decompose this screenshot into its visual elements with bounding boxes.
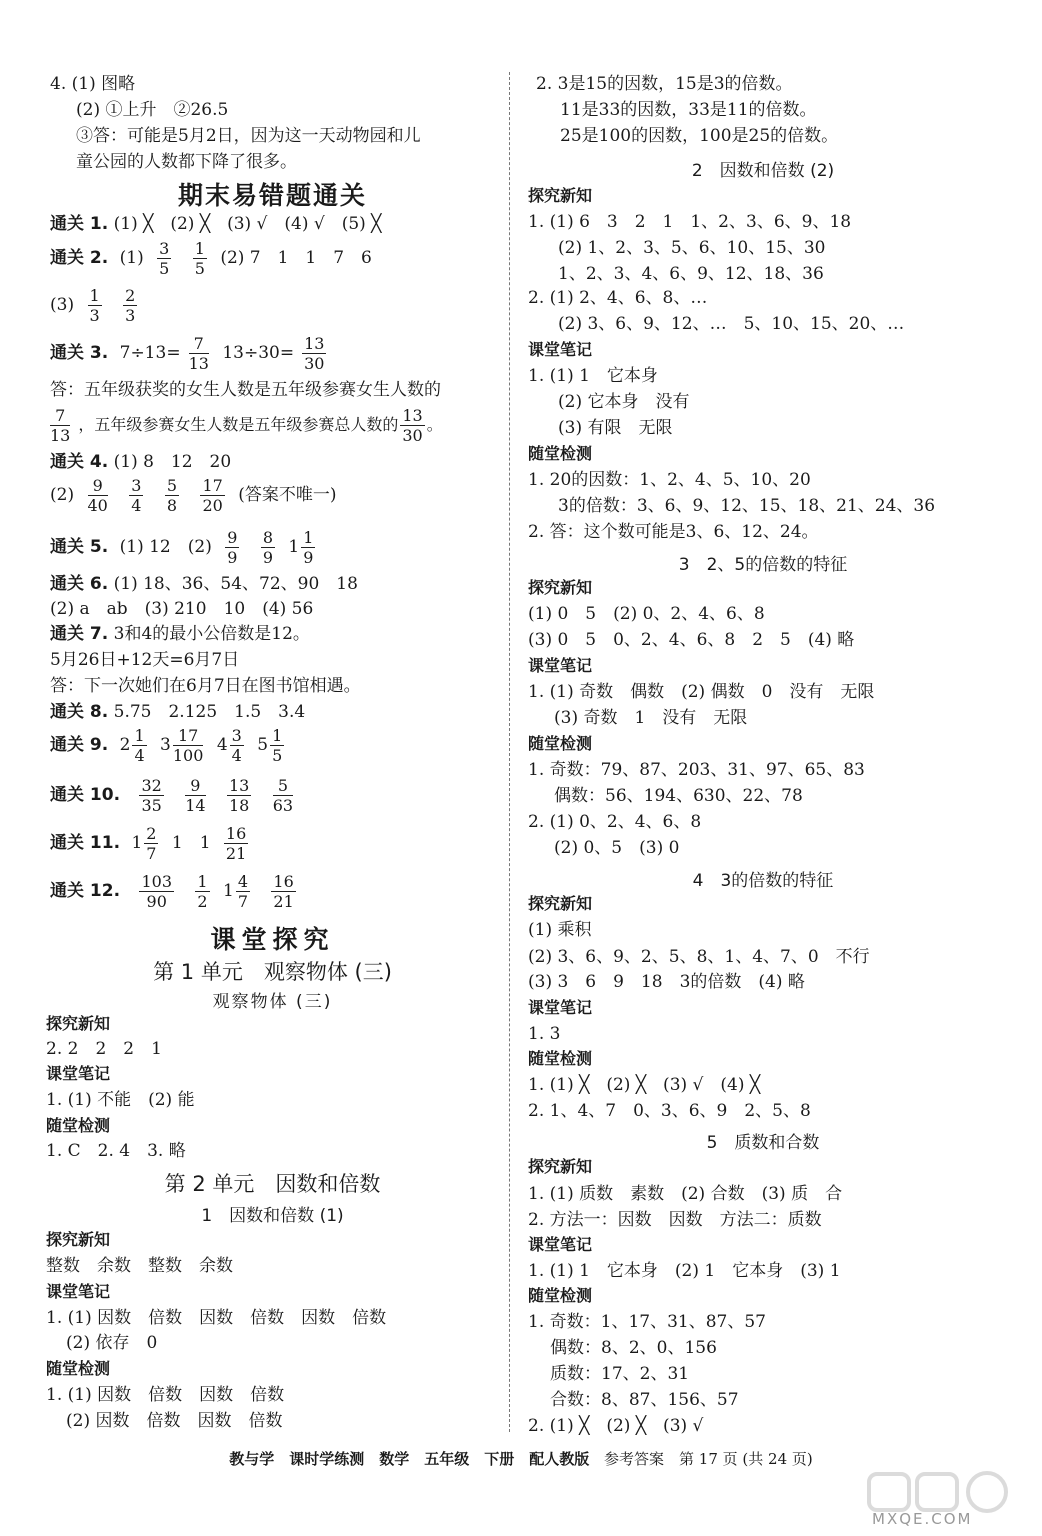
tongguan-3-answer-2-mid: ，五年级参赛女生人数是五年级参赛总人数的 [78,415,399,434]
tongguan-2-pre: (1) [119,248,144,268]
s3-line-8: (2) 0、5 (3) 0 [554,838,680,858]
tongguan-3-answer-2-post: 。 [426,415,443,434]
tongguan-12: 通关 12. $\frac{103}{90}$ $\frac{1}{2}$ 1 $\frac{4}{7}$ $\frac{16}{21}$ [50,872,294,911]
tongguan-4-text: (1) 8 12 20 [113,452,232,472]
fraction: $\frac{17}{100}$ [172,726,204,765]
fraction: $\frac{103}{90}$ [141,872,172,911]
s4-heading-notes: 课堂笔记 [528,998,593,1017]
fraction: $\frac{2}{7}$ [146,824,157,863]
tongguan-5-label: 通关 5. [50,537,109,557]
fraction: $\frac{16}{21}$ [273,872,294,911]
footer-page-number: 参考答案 第 17 页 (共 24 页) [604,1450,813,1468]
s5-heading-test: 随堂检测 [528,1286,593,1305]
u2-line-1: 整数 余数 整数 余数 [46,1256,233,1276]
section-4-title: 4 3的倍数的特征 [692,871,834,891]
tongguan-4-label: 通关 4. [50,452,109,472]
s5-line-1: 1. (1) 质数 素数 (2) 合数 (3) 质 合 [528,1184,843,1204]
s3-line-7: 2. (1) 0、2、4、6、8 [528,812,702,832]
tongguan-6b: (2) a ab (3) 210 10 (4) 56 [50,599,314,619]
tongguan-5 [50,526,323,568]
fraction: $\frac{3}{4}$ [231,726,242,765]
tongguan-5-whole: 1 [288,537,300,557]
s5-line-4: 1. 奇数：1、17、31、87、57 [528,1312,766,1332]
s5-heading-notes: 课堂笔记 [528,1235,593,1254]
s5-line-3: 1. (1) 1 它本身 (2) 1 它本身 (3) 1 [528,1261,841,1281]
unit-2-subtitle: 1 因数和倍数 (1) [201,1206,344,1226]
fraction: $\frac{1}{5}$ [272,726,283,765]
s5-line-8: 2. (1) ╳ (2) ╳ (3) √ [528,1416,704,1436]
r-line-1: 2. 3是15的因数，15是3的倍数。 [536,74,793,94]
s4-line-4: 1. 3 [528,1024,561,1044]
u2-heading-explore: 探究新知 [46,1230,111,1249]
s3-heading-test: 随堂检测 [528,734,593,753]
r-line-3: 25是100的因数，100是25的倍数。 [560,126,839,146]
fraction: $\frac{8}{9}$ [262,528,274,567]
r-line-2: 11是33的因数，33是11的倍数。 [560,100,817,120]
q4-line-3a: ③答：可能是5月2日，因为这一天动物园和儿 [76,126,421,146]
unit-1-title: 第 1 单元 观察物体 (三) [153,960,392,984]
u1-line-3: 1. C 2. 4 3. 略 [46,1141,186,1161]
fraction: $\frac{1}{5}$ [194,239,205,278]
tongguan-2-label: 通关 2. [50,248,109,268]
fraction: $\frac{3}{4}$ [131,476,142,515]
tongguan-4 [50,450,231,474]
s2-line-5: (2) 3、6、9、12、… 5、10、15、20、… [558,314,905,334]
s2-line-9: 1. 20的因数：1、2、4、5、10、20 [528,470,811,490]
fraction: $\frac{32}{35}$ [141,776,162,815]
u2-heading-test: 随堂检测 [46,1359,111,1378]
s5-line-5: 偶数：8、2、0、156 [550,1338,717,1358]
u2-heading-notes: 课堂笔记 [46,1282,111,1301]
fraction: $\frac{1}{3}$ [89,286,100,325]
fraction: $\frac{7}{13}$ [188,334,209,373]
section-title-classroom: 课堂探究 [210,925,335,954]
fraction: $\frac{2}{3}$ [125,286,136,325]
s4-line-5: 1. (1) ╳ (2) ╳ (3) √ (4) ╳ [528,1075,761,1095]
s3-line-2: (3) 0 5 0、2、4、6、8 2 5 (4) 略 [528,630,855,650]
tongguan-4b-post: (答案不唯一) [238,485,337,505]
fraction: $\frac{16}{21}$ [225,824,247,863]
tongguan-11-mid: 1 1 [171,833,211,853]
s5-line-7: 合数：8、87、156、57 [550,1390,739,1410]
tongguan-8 [50,700,305,724]
u2-line-5: (2) 因数 倍数 因数 倍数 [66,1411,283,1431]
tongguan-8-label: 通关 8. [50,702,109,722]
s5-line-2: 2. 方法一：因数 因数 方法二：质数 [528,1210,822,1230]
tongguan-8-text: 5.75 2.125 1.5 3.4 [113,702,306,722]
page-footer [0,1448,1042,1469]
s2-heading-notes: 课堂笔记 [528,340,593,359]
tongguan-3-mid: 13÷30= [222,343,295,363]
tongguan-11-label: 通关 11. [50,833,121,853]
s3-line-3: 1. (1) 奇数 偶数 (2) 偶数 0 没有 无限 [528,682,875,702]
tongguan-3-pre: 7÷13= [119,343,181,363]
u2-line-4: 1. (1) 因数 倍数 因数 倍数 [46,1385,285,1405]
tongguan-3 [50,332,334,374]
s2-heading-explore: 探究新知 [528,186,593,205]
section-2-title: 2 因数和倍数 (2) [691,161,835,181]
s2-line-3: 1、2、3、4、6、9、12、18、36 [558,264,824,284]
fraction: $\frac{5}{63}$ [272,776,294,815]
u1-line-2: 1. (1) 不能 (2) 能 [46,1090,195,1110]
unit-2-title: 第 2 单元 因数和倍数 [164,1172,381,1196]
fraction: $\frac{7}{13}$ [50,406,71,445]
q4-line-3b: 童公园的人数都下降了很多。 [76,152,297,172]
s2-line-7: (2) 它本身 没有 [558,392,690,412]
tongguan-3-answer-1: 答：五年级获奖的女生人数是五年级参赛女生人数的 [50,380,441,400]
q4-line-1: 4. (1) 图略 [50,74,136,94]
s4-line-1: (1) 乘积 [528,920,592,940]
u1-heading-explore: 探究新知 [46,1014,111,1033]
fraction: $\frac{1}{4}$ [134,726,145,765]
tongguan-6-text: (1) 18、36、54、72、90 18 [113,574,358,594]
watermark-text: MXQE.COM [872,1510,973,1528]
tongguan-7b: 5月26日+12天=6月7日 [50,650,240,670]
s3-line-4: (3) 奇数 1 没有 无限 [554,708,748,728]
tongguan-2 [50,237,372,279]
s2-line-1: 1. (1) 6 3 2 1 1、2、3、6、9、18 [528,212,852,232]
s2-line-2: (2) 1、2、3、5、6、10、15、30 [558,238,826,258]
footer-book-title: 教与学 课时学练测 数学 五年级 下册 配人教版 [229,1450,590,1468]
fraction: $\frac{3}{5}$ [159,239,170,278]
s2-line-8: (3) 有限 无限 [558,418,673,438]
q4-line-2: (2) ①上升 ②26.5 [76,100,229,120]
s4-heading-explore: 探究新知 [528,894,593,913]
s2-line-11: 2. 答：这个数可能是3、6、12、24。 [528,522,819,542]
fraction: $\frac{1}{9}$ [303,528,314,567]
unit-1-subtitle: 观察物体 (三) [212,992,333,1012]
tongguan-7-text: 3和4的最小公倍数是12。 [113,624,310,644]
s3-line-6: 偶数：56、194、630、22、78 [554,786,803,806]
section-5-title: 5 质数和合数 [706,1133,820,1153]
tongguan-2b [50,284,145,326]
s5-line-6: 质数：17、2、31 [550,1364,690,1384]
tongguan-6 [50,572,358,596]
u2-line-2: 1. (1) 因数 倍数 因数 倍数 因数 倍数 [46,1308,387,1328]
fraction: $\frac{13}{30}$ [304,334,325,373]
u1-heading-notes: 课堂笔记 [46,1064,111,1083]
tongguan-7-label: 通关 7. [50,624,109,644]
fraction: $\frac{9}{9}$ [227,528,238,567]
tongguan-7c: 答：下一次她们在6月7日在图书馆相遇。 [50,676,361,696]
tongguan-4b [50,474,336,516]
u1-line-1: 2. 2 2 2 1 [46,1039,162,1059]
s2-heading-test: 随堂检测 [528,444,593,463]
fraction: $\frac{13}{30}$ [402,406,423,445]
s3-line-1: (1) 0 5 (2) 0、2、4、6、8 [528,604,765,624]
tongguan-9: 通关 9. 2 $\frac{1}{4}$ 3 $\frac{17}{100}$ 4 $\frac{3}{4}$ 5 $\frac{1}{5}$ [50,726,283,765]
s4-line-3: (3) 3 6 9 18 3的倍数 (4) 略 [528,972,805,992]
tongguan-11: 通关 11. 1 $\frac{2}{7}$ 1 1 $\frac{16}{21}$ [50,824,247,863]
tongguan-1-label: 通关 1. [50,214,109,234]
u2-line-3: (2) 依存 0 [66,1333,158,1353]
s2-line-6: 1. (1) 1 它本身 [528,366,658,386]
u1-heading-test: 随堂检测 [46,1116,111,1135]
tongguan-2b-pre: (3) [50,295,75,315]
tongguan-12-label: 通关 12. [50,881,121,901]
tongguan-10-label: 通关 10. [50,785,121,805]
s3-heading-explore: 探究新知 [528,578,593,597]
tongguan-2-post: (2) 7 1 1 7 6 [220,248,372,268]
tongguan-3-label: 通关 3. [50,343,109,363]
s3-line-5: 1. 奇数：79、87、203、31、97、65、83 [528,760,865,780]
tongguan-4b-pre: (2) [50,485,75,505]
s2-line-10: 3的倍数：3、6、9、12、15、18、21、24、36 [558,496,936,516]
tongguan-6-label: 通关 6. [50,574,109,594]
tongguan-5-pre: (1) 12 (2) [119,537,212,557]
s4-line-2: (2) 3、6、9、2、5、8、1、4、7、0 不行 [528,947,870,967]
tongguan-10 [50,774,301,816]
tongguan-1-text: (1) ╳ (2) ╳ (3) √ (4) √ (5) ╳ [113,214,382,234]
fraction: $\frac{17}{20}$ [202,476,223,515]
s3-heading-notes: 课堂笔记 [528,656,593,675]
tongguan-7 [50,622,310,646]
s4-heading-test: 随堂检测 [528,1049,593,1068]
section-title-final-review: 期末易错题通关 [177,181,367,210]
tongguan-9-label: 通关 9. [50,735,109,755]
fraction: $\frac{4}{7}$ [237,872,249,911]
s5-heading-explore: 探究新知 [528,1157,593,1176]
fraction: $\frac{5}{8}$ [166,476,178,515]
s4-line-6: 2. 1、4、7 0、3、6、9 2、5、8 [528,1101,811,1121]
fraction: $\frac{13}{18}$ [228,776,250,815]
fraction: $\frac{9}{40}$ [87,476,108,515]
s2-line-4: 2. (1) 2、4、6、8、… [528,288,708,308]
column-divider [509,72,510,1432]
section-3-title: 3 2、5的倍数的特征 [678,555,848,575]
fraction: $\frac{1}{2}$ [197,872,208,911]
fraction: $\frac{9}{14}$ [185,776,206,815]
tongguan-1 [50,212,381,236]
tongguan-3-answer-2 [50,404,443,446]
